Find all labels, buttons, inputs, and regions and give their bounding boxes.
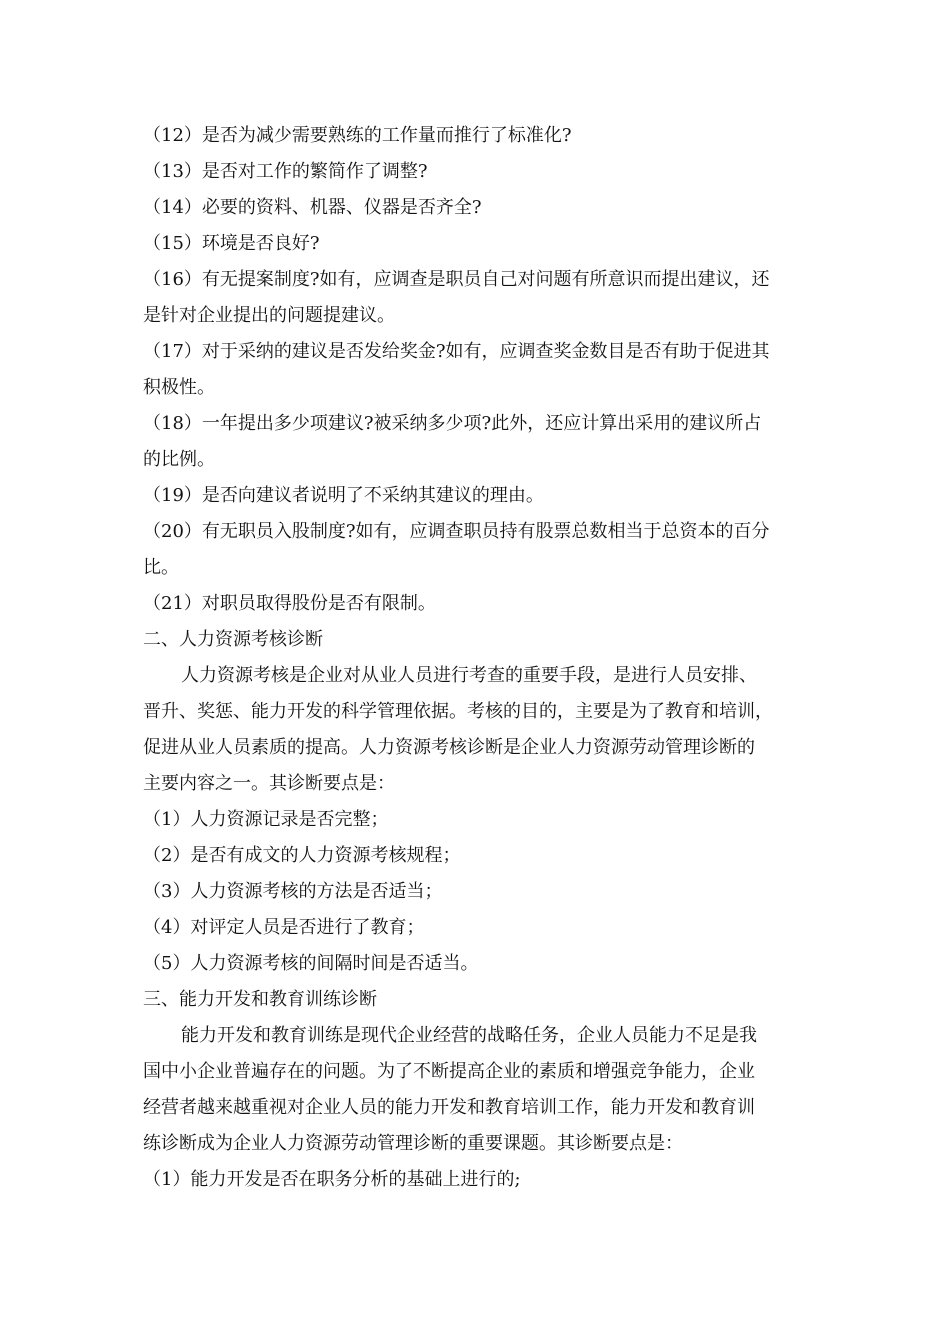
section-heading-2: 二、人力资源考核诊断 <box>143 629 323 650</box>
paragraph-line: 经营者越来越重视对企业人员的能力开发和教育培训工作，能力开发和教育训 <box>143 1097 755 1118</box>
paragraph-line: 国中小企业普遍存在的问题。为了不断提高企业的素质和增强竞争能力，企业 <box>143 1061 755 1082</box>
paragraph-line: 促进从业人员素质的提高。人力资源考核诊断是企业人力资源劳动管理诊断的 <box>143 737 755 758</box>
list-item-13: （13）是否对工作的繁简作了调整? <box>143 161 428 182</box>
list-item-19: （19）是否向建议者说明了不采纳其建议的理由。 <box>143 485 544 506</box>
list-item-17: （17）对于采纳的建议是否发给奖金?如有，应调查奖金数目是否有助于促进其 <box>143 341 770 362</box>
list-item-1: （1）人力资源记录是否完整； <box>143 809 389 830</box>
list-item-20-continued: 比。 <box>143 557 179 578</box>
list-item-14: （14）必要的资料、机器、仪器是否齐全? <box>143 197 482 218</box>
list-item-21: （21）对职员取得股份是否有限制。 <box>143 593 436 614</box>
section-heading-3: 三、能力开发和教育训练诊断 <box>143 989 377 1010</box>
list-item-12: （12）是否为减少需要熟练的工作量而推行了标准化? <box>143 125 572 146</box>
paragraph-line: 主要内容之一。其诊断要点是： <box>143 773 395 794</box>
list-item-18: （18）一年提出多少项建议?被采纳多少项?此外，还应计算出采用的建议所占 <box>143 413 762 434</box>
list-item-16: （16）有无提案制度?如有，应调查是职员自己对问题有所意识而提出建议，还 <box>143 269 770 290</box>
list-item-4: （4）对评定人员是否进行了教育； <box>143 917 425 938</box>
list-item-3: （3）人力资源考核的方法是否适当； <box>143 881 443 902</box>
paragraph-line: 晋升、奖惩、能力开发的科学管理依据。考核的目的，主要是为了教育和培训， <box>143 701 773 722</box>
list-item-17-continued: 积极性。 <box>143 377 215 398</box>
list-item-18-continued: 的比例。 <box>143 449 215 470</box>
document-body <box>143 118 811 1198</box>
list-item-15: （15）环境是否良好? <box>143 233 320 254</box>
list-item-5: （5）人力资源考核的间隔时间是否适当。 <box>143 953 479 974</box>
list-item-16-continued: 是针对企业提出的问题提建议。 <box>143 305 395 326</box>
list-item-20: （20）有无职员入股制度?如有，应调查职员持有股票总数相当于总资本的百分 <box>143 521 770 542</box>
list-item-2: （2）是否有成文的人力资源考核规程； <box>143 845 461 866</box>
list-item-1: （1）能力开发是否在职务分析的基础上进行的; <box>143 1169 521 1190</box>
paragraph-line: 能力开发和教育训练是现代企业经营的战略任务，企业人员能力不足是我 <box>181 1025 757 1046</box>
paragraph-line: 人力资源考核是企业对从业人员进行考查的重要手段，是进行人员安排、 <box>181 665 757 686</box>
paragraph-line: 练诊断成为企业人力资源劳动管理诊断的重要课题。其诊断要点是： <box>143 1133 683 1154</box>
